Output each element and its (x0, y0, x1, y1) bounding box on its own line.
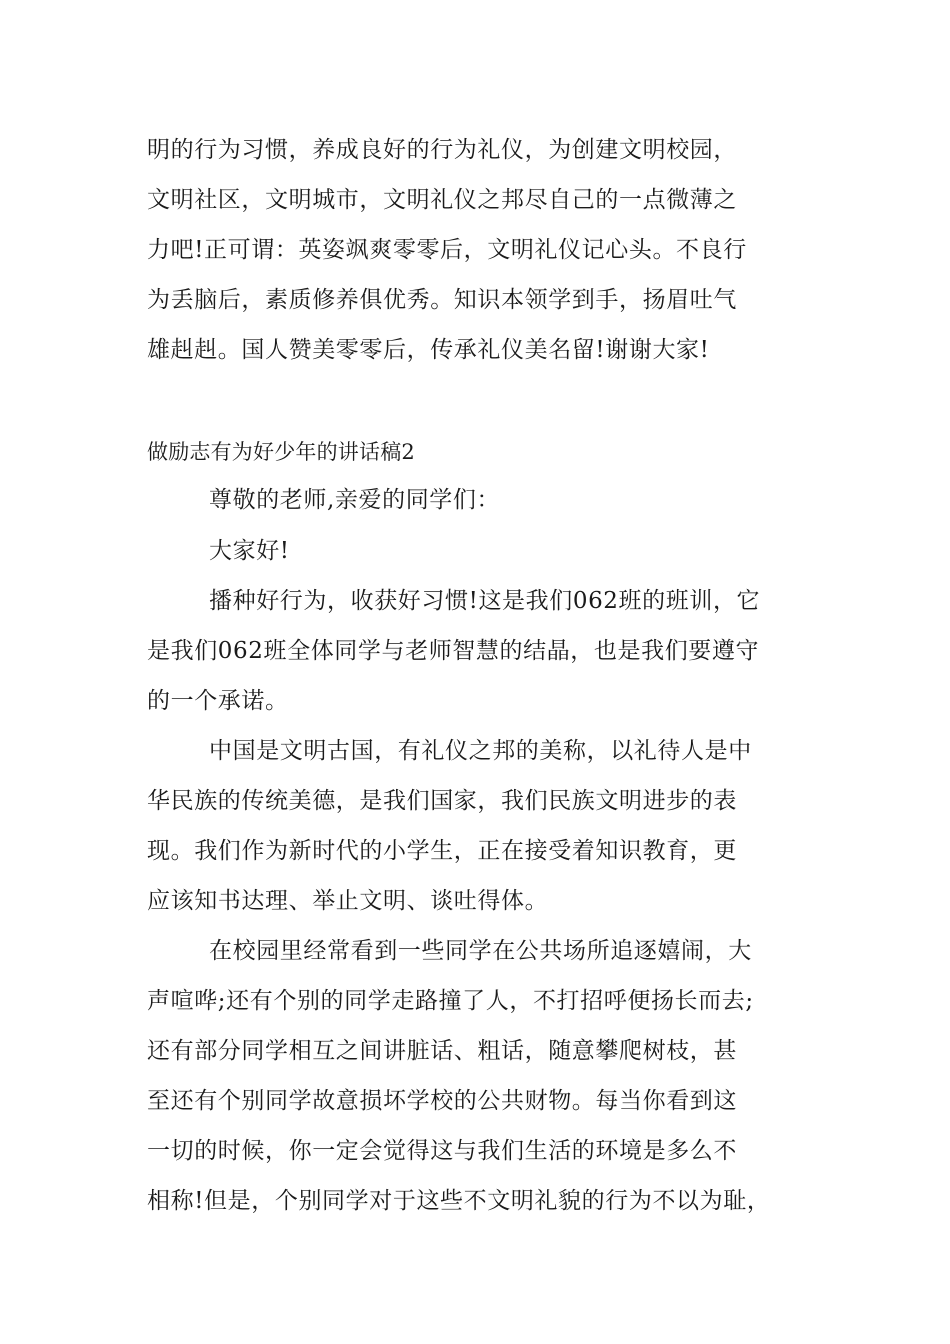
salutation: 尊敬的老师,亲爱的同学们： (209, 487, 501, 513)
body-text-line: 的一个承诺。 (147, 688, 289, 714)
body-text-line: 声喧哗;还有个别的同学走路撞了人，不打招呼便扬长而去; (147, 988, 754, 1014)
body-text-line: 文明社区，文明城市，文明礼仪之邦尽自己的一点微薄之 (147, 187, 737, 213)
section-title: 做励志有为好少年的讲话稿2 (147, 440, 415, 464)
body-text-line: 中国是文明古国，有礼仪之邦的美称，以礼待人是中 (209, 738, 752, 764)
body-text-line: 播种好行为，收获好习惯!这是我们062班的班训，它 (209, 588, 761, 614)
body-text-line: 相称!但是，个别同学对于这些不文明礼貌的行为不以为耻， (147, 1188, 771, 1214)
body-text-line: 力吧!正可谓：英姿飒爽零零后，文明礼仪记心头。不良行 (147, 237, 747, 263)
body-text-line: 还有部分同学相互之间讲脏话、粗话，随意攀爬树枝，甚 (147, 1038, 737, 1064)
body-text-line: 应该知书达理、举止文明、谈吐得体。 (147, 888, 549, 914)
body-text-line: 为丢脑后，素质修养俱优秀。知识本领学到手，扬眉吐气 (147, 287, 737, 313)
body-text-line: 明的行为习惯，养成良好的行为礼仪，为创建文明校园， (147, 137, 737, 163)
body-text-line: 雄赳赳。国人赞美零零后，传承礼仪美名留!谢谢大家! (147, 337, 710, 363)
greeting: 大家好! (209, 538, 290, 564)
body-text-line: 至还有个别同学故意损坏学校的公共财物。每当你看到这 (147, 1088, 737, 1114)
body-text-line: 是我们062班全体同学与老师智慧的结晶，也是我们要遵守 (147, 638, 760, 664)
body-text-line: 一切的时候，你一定会觉得这与我们生活的环境是多么不 (147, 1138, 737, 1164)
body-text-line: 现。我们作为新时代的小学生，正在接受着知识教育，更 (147, 838, 737, 864)
body-text-line: 在校园里经常看到一些同学在公共场所追逐嬉闹，大 (209, 938, 752, 964)
body-text-line: 华民族的传统美德，是我们国家，我们民族文明进步的表 (147, 788, 737, 814)
